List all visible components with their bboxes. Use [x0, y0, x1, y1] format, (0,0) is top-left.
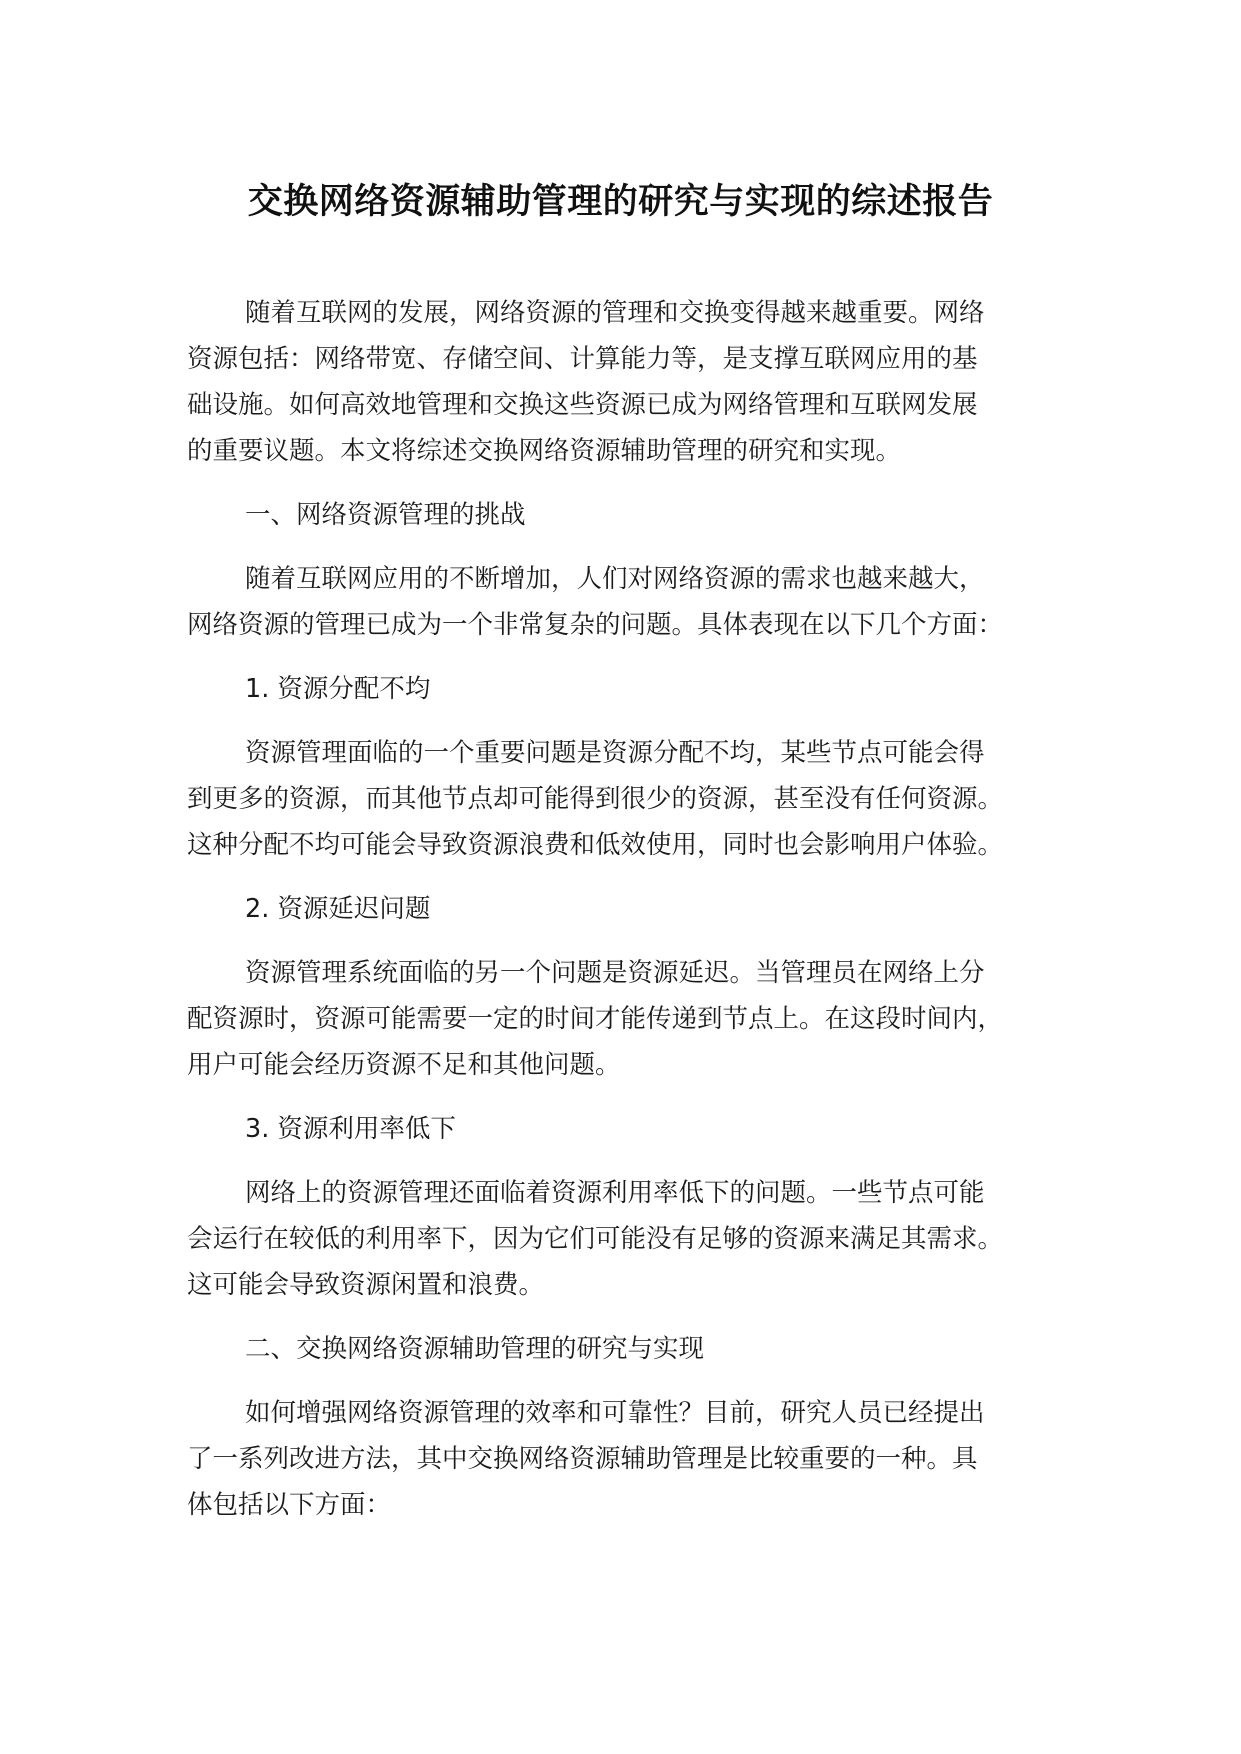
paragraph-line: 这种分配不均可能会导致资源浪费和低效使用，同时也会影响用户体验。 — [187, 830, 1004, 860]
paragraph-line: 网络上的资源管理还面临着资源利用率低下的问题。一些节点可能 — [245, 1178, 985, 1208]
paragraph-line: 用户可能会经历资源不足和其他问题。 — [187, 1050, 621, 1080]
paragraph-line: 会运行在较低的利用率下，因为它们可能没有足够的资源来满足其需求。 — [187, 1224, 1004, 1254]
paragraph-line: 到更多的资源，而其他节点却可能得到很少的资源，甚至没有任何资源。 — [187, 784, 1004, 814]
paragraph-line: 这可能会导致资源闲置和浪费。 — [187, 1270, 545, 1300]
paragraph-line: 了一系列改进方法，其中交换网络资源辅助管理是比较重要的一种。具 — [187, 1444, 978, 1474]
paragraph-line: 体包括以下方面： — [187, 1490, 392, 1520]
paragraph-line: 资源包括：网络带宽、存储空间、计算能力等，是支撑互联网应用的基 — [187, 344, 978, 374]
paragraph-line: 随着互联网的发展，网络资源的管理和交换变得越来越重要。网络 — [245, 298, 985, 328]
paragraph-latency — [187, 950, 1077, 1088]
paragraph-line: 础设施。如何高效地管理和交换这些资源已成为网络管理和互联网发展 — [187, 390, 978, 420]
heading-text: 二、交换网络资源辅助管理的研究与实现 — [245, 1334, 705, 1364]
document-body — [187, 290, 1077, 1528]
heading-text: 一、网络资源管理的挑战 — [245, 500, 526, 530]
paragraph-utilization — [187, 1170, 1077, 1308]
paragraph-line: 的重要议题。本文将综述交换网络资源辅助管理的研究和实现。 — [187, 436, 902, 466]
subheading-3 — [187, 1106, 1077, 1152]
heading-text: 1. 资源分配不均 — [245, 674, 431, 704]
heading-text: 3. 资源利用率低下 — [245, 1114, 456, 1144]
section-heading-1 — [187, 492, 1077, 538]
paragraph-uneven-allocation — [187, 730, 1077, 868]
paragraph-line: 资源管理面临的一个重要问题是资源分配不均，某些节点可能会得 — [245, 738, 985, 768]
paragraph-line: 如何增强网络资源管理的效率和可靠性？目前，研究人员已经提出 — [245, 1398, 985, 1428]
heading-text: 2. 资源延迟问题 — [245, 894, 431, 924]
paragraph-line: 随着互联网应用的不断增加，人们对网络资源的需求也越来越大， — [245, 564, 985, 594]
paragraph-line: 资源管理系统面临的另一个问题是资源延迟。当管理员在网络上分 — [245, 958, 985, 988]
paragraph-challenges — [187, 556, 1077, 648]
subheading-1 — [187, 666, 1077, 712]
paragraph-line: 网络资源的管理已成为一个非常复杂的问题。具体表现在以下几个方面： — [187, 610, 1004, 640]
paragraph-intro — [187, 290, 1077, 474]
section-heading-2 — [187, 1326, 1077, 1372]
document-title: 交换网络资源辅助管理的研究与实现的综述报告 — [247, 182, 994, 222]
subheading-2 — [187, 886, 1077, 932]
paragraph-research — [187, 1390, 1077, 1528]
paragraph-line: 配资源时，资源可能需要一定的时间才能传递到节点上。在这段时间内， — [187, 1004, 1004, 1034]
